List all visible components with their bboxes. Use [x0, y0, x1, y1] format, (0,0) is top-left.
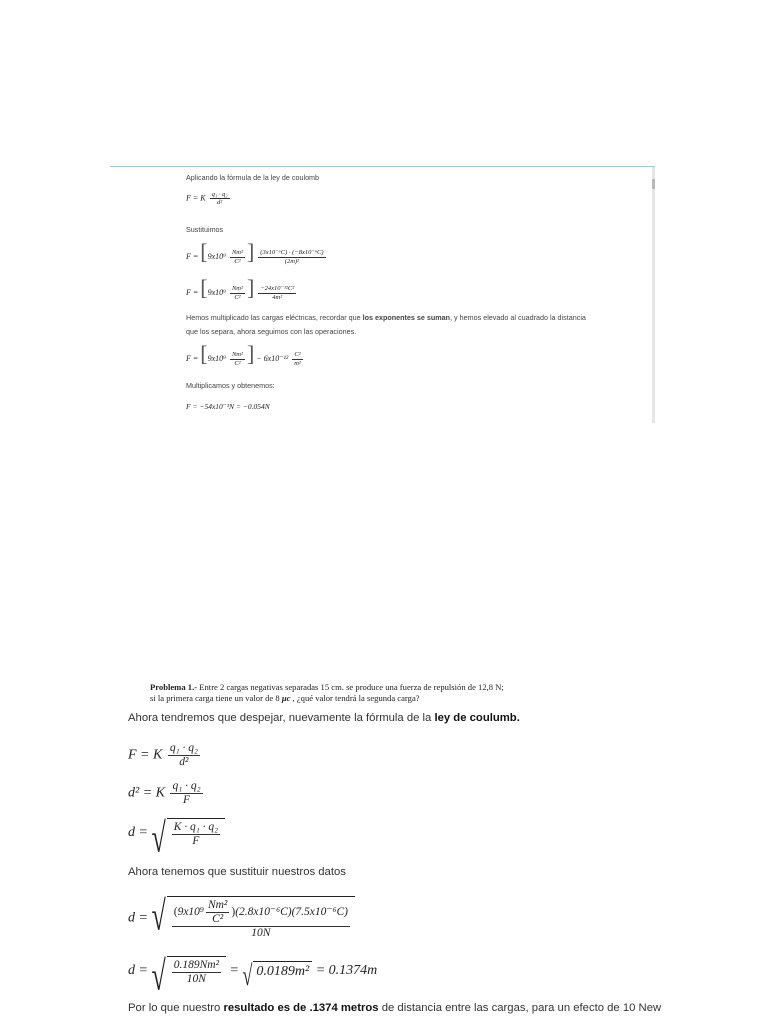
- explanation-text: Hemos multiplicado las cargas eléctricas, recordar que: [186, 313, 363, 322]
- f5-denominator: 10N: [186, 972, 206, 985]
- conclusion-a: Por lo que nuestro: [128, 1002, 224, 1014]
- eq2-unit-den: C²: [234, 293, 241, 301]
- coulomb-formula: [186, 191, 232, 207]
- f1-numerator: q₁ · q₂: [169, 742, 198, 754]
- problem-line-1: [150, 682, 620, 693]
- f1-fraction: [168, 742, 200, 769]
- f5-fraction: [172, 959, 221, 986]
- scrollbar-thumb[interactable]: [652, 179, 655, 189]
- formula-substituted: [128, 892, 355, 940]
- eq2-fraction: [258, 285, 296, 301]
- multiply-label: Multiplicamos y obtenemos:: [186, 381, 275, 390]
- f4-denominator: 10N: [251, 926, 271, 939]
- result-equation: F = −54x10⁻³N = −0.054N: [186, 402, 270, 411]
- f5-equals: =: [229, 963, 239, 979]
- eq3-unit: [230, 351, 245, 367]
- embedded-screenshot-panel: [110, 166, 655, 423]
- f2-numerator: q₁ · q₂: [172, 780, 201, 792]
- charge-unit: μc: [281, 692, 291, 703]
- conclusion-bold: resultado es de .1374 metros: [223, 1002, 379, 1014]
- eq3-tail-num: C²: [294, 351, 301, 359]
- f4-fraction: [172, 899, 350, 940]
- f1-denominator: d²: [179, 755, 189, 768]
- problem-text-2: si la primera carga tiene un valor de 8: [150, 692, 282, 703]
- formula-result: [128, 952, 378, 1000]
- f3-lhs: d =: [128, 825, 148, 841]
- eq1-unit-den: C²: [234, 257, 241, 265]
- f5-sqrt-value: 0.0189m²: [253, 961, 312, 980]
- f3-denominator: F: [192, 834, 200, 847]
- sqrt-symbol-2: √ 0.0189m²: [243, 961, 313, 980]
- eq1-unit-num: Nm²: [231, 249, 243, 257]
- sqrt-symbol: √ (9x10⁹ $\frac{\text{Nm²}}{\text{C²}}$ )(2.8x10⁻⁶C)(7.5x10⁻⁶C) 10N: [151, 896, 355, 940]
- f5-lhs: d =: [128, 963, 148, 979]
- f2-denominator: F: [183, 793, 191, 806]
- explanation-text-cont: , y hemos elevado al cuadrado la distancia: [450, 313, 586, 322]
- sqrt-symbol: √ $\frac{\text{0.189Nm²}}{10N}$: [151, 956, 226, 986]
- eq1-fraction: [258, 249, 325, 265]
- intro-bold: ley de coulumb.: [434, 712, 520, 724]
- eq1-lhs: F =: [186, 252, 199, 261]
- f2-fraction: [170, 780, 202, 807]
- eq3-middle: − 6x10⁻¹²: [256, 354, 289, 363]
- f4-unit-den: C²: [212, 912, 224, 925]
- solution-intro: [128, 712, 520, 724]
- f5-numerator: 0.189Nm²: [173, 959, 220, 971]
- formula-fraction: [210, 191, 230, 207]
- eq1-numerator: (3x10⁻⁶C) · (−8x10⁻⁶C): [260, 249, 324, 257]
- f2-lhs: d² = K: [128, 785, 165, 801]
- formula-denominator: d²: [216, 199, 223, 207]
- conclusion-text: [128, 1002, 661, 1014]
- problem-label: Problema 1.-: [150, 682, 198, 692]
- equation-2: F = [9x10⁹ $\frac{\text{Nm²}}{\text{C²}}$ ] $\frac{\text{−24x10⁻¹²C²}}{\text{4m²}}$: [186, 275, 295, 301]
- eq3-tail-den: m²: [294, 359, 301, 367]
- eq2-denominator: 4m²: [272, 293, 283, 301]
- f4-unit: [206, 899, 229, 926]
- explanation-line-2: que los separa, ahora seguimos con las operaciones.: [186, 327, 357, 336]
- eq1-denominator: (2m)²: [284, 257, 300, 265]
- equation-3: F = [9x10⁹ $\frac{\text{Nm²}}{\text{C²}}$ ] − 6x10⁻¹² $\frac{\text{C²}}{\text{m²}}$: [186, 341, 301, 367]
- eq3-constant: 9x10⁹: [207, 354, 226, 363]
- eq2-lhs: F =: [186, 288, 199, 297]
- problem-line-2: [150, 693, 620, 704]
- eq2-unit-num: Nm²: [231, 285, 243, 293]
- explanation-line-1: [186, 313, 586, 322]
- explanation-bold: los exponentes se suman: [362, 313, 451, 322]
- formula-distance-squared: [128, 780, 205, 807]
- problem-text-3: , ¿qué valor tendrá la segunda carga?: [290, 692, 420, 703]
- problem-statement: [150, 682, 620, 703]
- substitute-text: Ahora tenemos que sustituir nuestros datos: [128, 866, 346, 878]
- conclusion-b: de distancia entre las cargas, para un efecto de 10 New: [378, 1002, 662, 1014]
- substitute-label: Sustituimos: [186, 225, 224, 234]
- formula-numerator: q₁ · q₂: [211, 191, 228, 198]
- formula-distance: [128, 814, 225, 862]
- formula-lhs: F = K: [186, 193, 206, 203]
- f4-rest: (2.8x10⁻⁶C)(7.5x10⁻⁶C): [235, 906, 348, 919]
- f5-final: = 0.1374m: [315, 963, 378, 979]
- f4-numerator: (9x10⁹ $\frac{\text{Nm²}}{\text{C²}}$ )(2.8x10⁻⁶C)(7.5x10⁻⁶C): [172, 899, 350, 927]
- equation-1: F = [9x10⁹ $\frac{\text{Nm²}}{\text{C²}}$ ] $\frac{\text{(3x10⁻⁶C) · (−8x10⁻⁶C)}}{\text{(2m)²}}$: [186, 239, 324, 265]
- f4-unit-num: Nm²: [207, 899, 228, 911]
- eq1-unit: [230, 249, 245, 265]
- eq3-lhs: F =: [186, 354, 199, 363]
- eq2-numerator: −24x10⁻¹²C²: [260, 285, 295, 293]
- eq3-unit-den: C²: [234, 359, 241, 367]
- f3-fraction: [172, 821, 220, 848]
- intro-text: Aplicando la fórmula de la ley de coulomb: [186, 173, 320, 182]
- eq2-unit: [230, 285, 245, 301]
- f1-lhs: F = K: [128, 747, 163, 763]
- formula-force: [128, 742, 202, 769]
- intro-text: Ahora tendremos que despejar, nuevamente la fórmula de la: [128, 712, 435, 724]
- eq2-constant: 9x10⁹: [207, 288, 226, 297]
- f3-numerator: K · q₁ · q₂: [173, 821, 219, 833]
- f4-lhs: d =: [128, 910, 148, 926]
- eq1-constant: 9x10⁹: [207, 252, 226, 261]
- problem-text-1: Entre 2 cargas negativas separadas 15 cm. se produce una fuerza de repulsión de 12,8 N;: [197, 682, 504, 692]
- eq3-unit-num: Nm²: [231, 351, 243, 359]
- eq3-tail-unit: [292, 351, 303, 367]
- f4-constant: 9x10⁹: [177, 906, 204, 919]
- scrollbar[interactable]: [652, 167, 655, 423]
- sqrt-symbol: √ $\frac{\text{K · q₁ · q₂}}{F}$: [151, 818, 225, 848]
